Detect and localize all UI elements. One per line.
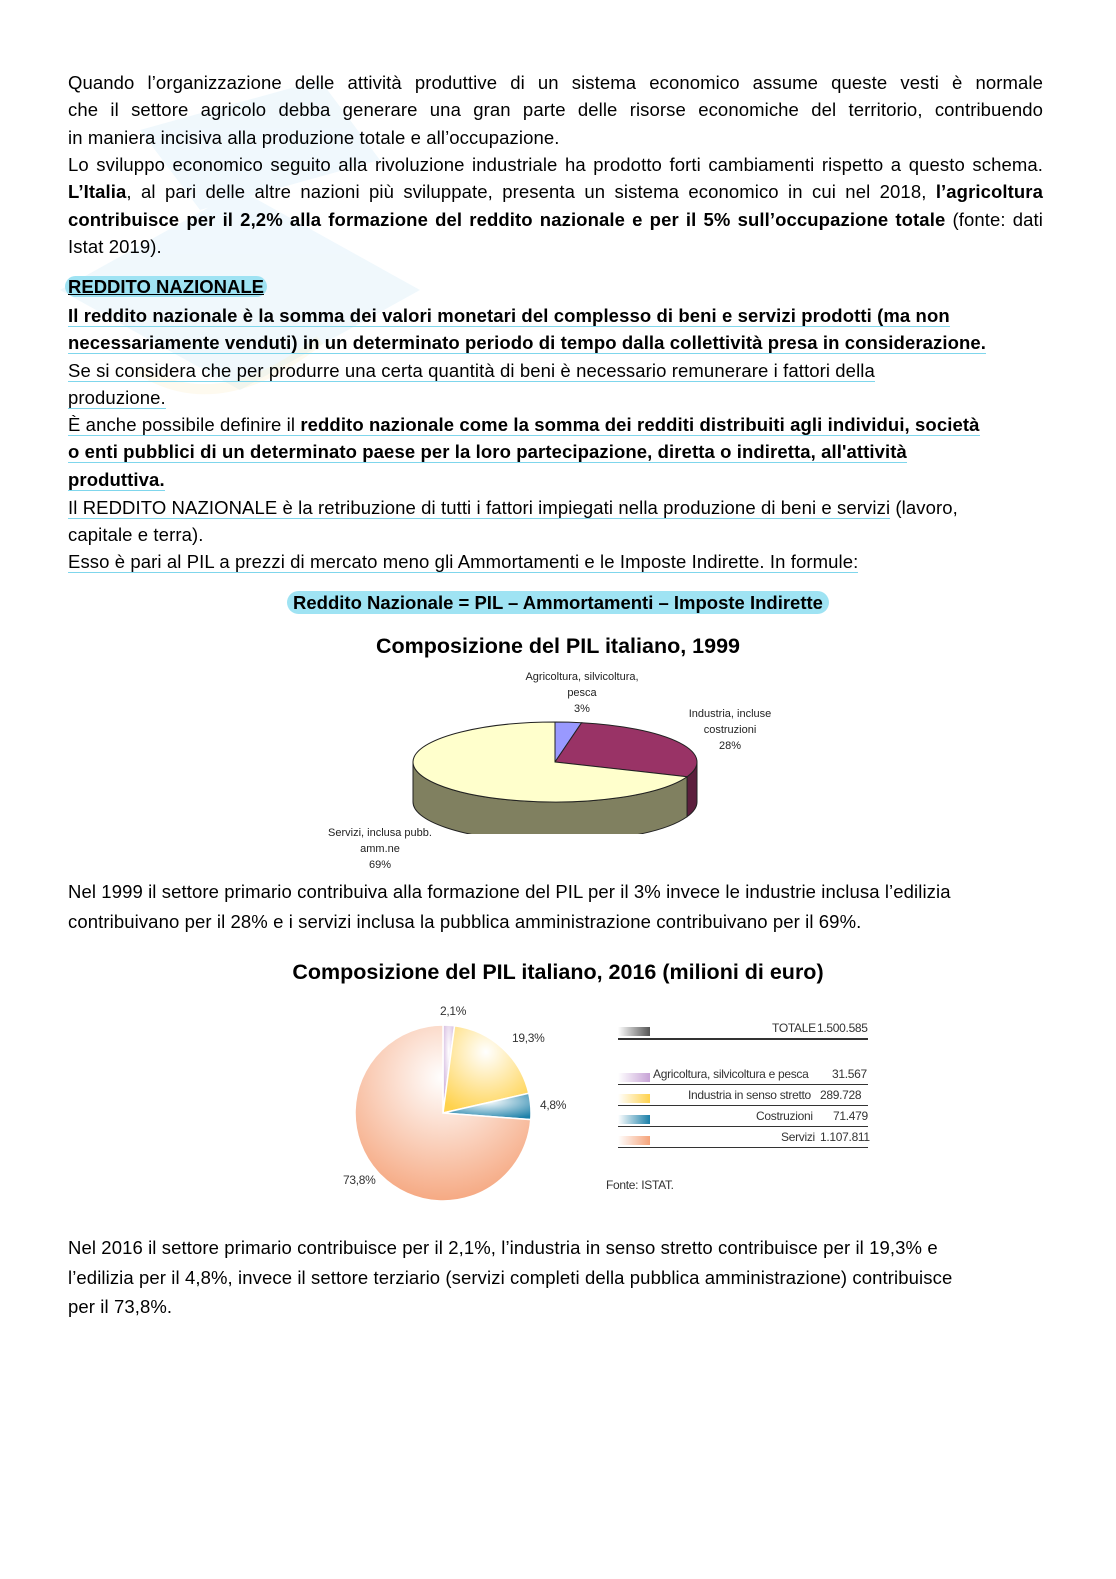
chart-1-label-services [320,825,440,873]
chart-2-pct-construction: 4,8% [540,1098,567,1112]
chart-1-label-agriculture [512,669,652,717]
chart-2-description-line-3: per il 73,8%. [68,1296,173,1317]
chart-1-label-industry [675,706,785,754]
chart-2-pct-services: 73,8% [343,1173,376,1187]
legend-agriculture-value: 31.567 [832,1067,867,1081]
intro-paragraph [68,69,1043,151]
formula [0,592,1116,614]
definition-4-line-1: Il REDDITO NAZIONALE è la retribuzione di tutti i fattori impiegati nella produzione di beni e servizi [68,497,891,518]
legend-services-label: Servizi [781,1130,815,1144]
section-heading-text: REDDITO NAZIONALE [65,276,267,297]
chart-1-description [68,877,1043,937]
chart-1-description-line-1: Nel 1999 il settore primario contribuiva alla formazione del PIL per il 3% invece le industrie inclusa l’edilizia [68,881,951,902]
section-heading [65,276,267,298]
legend-rule-3 [618,1126,868,1127]
definition-3-text: È anche possibile definire il [68,414,301,435]
chart-1-label-services-value: 69% [368,859,392,871]
definition-1-line-2: necessariamente venduti) in un determinato periodo di tempo dalla collettività presa in considerazione. [68,332,987,354]
chart-1-label-services-l2: amm.ne [360,843,400,855]
formula-text: Reddito Nazionale = PIL – Ammortamenti – Imposte Indirette [287,591,829,614]
legend-rule-4 [618,1147,868,1148]
definition-5 [68,548,1043,575]
definition-2-line-1: Se si considera che per produrre una certa quantità di beni è necessario remunerare i fattori della [68,360,875,381]
italy-text-2: , al pari delle altre nazioni più sviluppate, presenta un sistema economico in cui nel 2018, [126,181,936,203]
legend-total-label: TOTALE [772,1021,816,1035]
legend-construction-value: 71.479 [833,1109,868,1123]
italy-text-3: (fonte: dati Istat 2019). [68,208,1043,258]
legend-services-value: 1.107.811 [820,1130,870,1144]
legend-agriculture-swatch [618,1073,650,1082]
definition-2-line-2: produzione. [68,387,166,409]
chart-2-source: Fonte: ISTAT. [606,1178,674,1192]
definition-3-bold-1: reddito nazionale come la somma dei redditi distribuiti agli individui, società [300,414,980,435]
definition-4-line-2: capitale e terra). [68,524,204,546]
chart-1-label-services-l1: Servizi, inclusa pubb. [328,827,432,839]
chart-1-label-agriculture-l1: Agricoltura, silvicoltura, [525,671,639,683]
definition-3-bold-3: produttiva. [68,468,165,490]
legend-industry-swatch [618,1094,650,1103]
legend-total-rule [618,1038,868,1040]
italy-text-1: Lo sviluppo economico seguito alla rivoluzione industriale ha prodotto forti cambiamenti rispetto a questo schema. [68,154,1043,175]
chart-2-pie [355,1018,535,1208]
chart-1-label-agriculture-value: 3% [574,703,590,715]
chart-1-title: Composizione del PIL italiano, 1999 [376,634,740,658]
definition-1 [68,302,1043,357]
italy-bold-1: L’Italia [68,181,127,203]
definition-5-text: Esso è pari al PIL a prezzi di mercato meno gli Ammortamenti e le Imposte Indirette. In formule: [68,551,859,572]
legend-total-value: 1.500.585 [817,1021,868,1035]
legend-construction-label: Costruzioni [756,1109,813,1123]
italy-paragraph [68,151,1043,261]
chart-2-description [68,1233,1043,1322]
chart-1-label-industry-l1: Industria, incluse [688,708,772,720]
legend-construction-swatch [618,1115,650,1124]
legend-rule-2 [618,1105,868,1106]
chart-2-pct-agriculture: 2,1% [440,1004,467,1018]
chart-1-label-industry-l2: costruzioni [703,724,757,736]
legend-industry-value: 289.728 [820,1088,862,1102]
definition-1-line-1: Il reddito nazionale è la somma dei valori monetari del complesso di beni e servizi prodotti (ma non [68,305,950,326]
chart-1-description-line-2: contribuivano per il 28% e i servizi inclusa la pubblica amministrazione contribuivano per il 69%. [68,911,862,932]
intro-line-2: che il settore agricolo debba generare una gran parte delle risorse economiche del territorio, contribuendo [68,99,1043,121]
chart-1-pie [400,712,710,834]
definition-4-line-1b: (lavoro, [890,497,958,518]
italy-bold-2: l’agricoltura contribuisce per il 2,2% alla formazione del reddito nazionale e per il 5% sull’occupazione totale [68,181,1043,230]
legend-agriculture-label: Agricoltura, silvicoltura e pesca [653,1067,809,1081]
chart-2-description-line-1: Nel 2016 il settore primario contribuisce per il 2,1%, l’industria in senso stretto contribuisce per il 19,3% e [68,1237,938,1258]
legend-services-swatch [618,1136,650,1145]
intro-line-3: in maniera incisiva alla produzione totale e all’occupazione. [68,126,560,148]
chart-1-label-industry-value: 28% [718,740,742,752]
chart-2-pct-industry: 19,3% [512,1031,545,1045]
legend-rule-1 [618,1084,868,1085]
legend-total-swatch [618,1027,650,1036]
definition-4 [68,494,1043,549]
definition-2 [68,357,1043,412]
intro-line-1: Quando l’organizzazione delle attività produttive di un sistema economico assume queste vesti è normale [68,72,1043,93]
chart-2-description-line-2: l’edilizia per il 4,8%, invece il settore terziario (servizi completi della pubblica amministrazione) contribuisce [68,1266,953,1288]
chart-2-title: Composizione del PIL italiano, 2016 (milioni di euro) [292,960,824,984]
definition-3 [68,411,1043,493]
chart-1-label-agriculture-l2: pesca [567,687,597,699]
definition-3-bold-2: o enti pubblici di un determinato paese per la loro partecipazione, diretta o indiretta, all'attività [68,441,907,463]
legend-industry-label: Industria in senso stretto [688,1088,811,1102]
